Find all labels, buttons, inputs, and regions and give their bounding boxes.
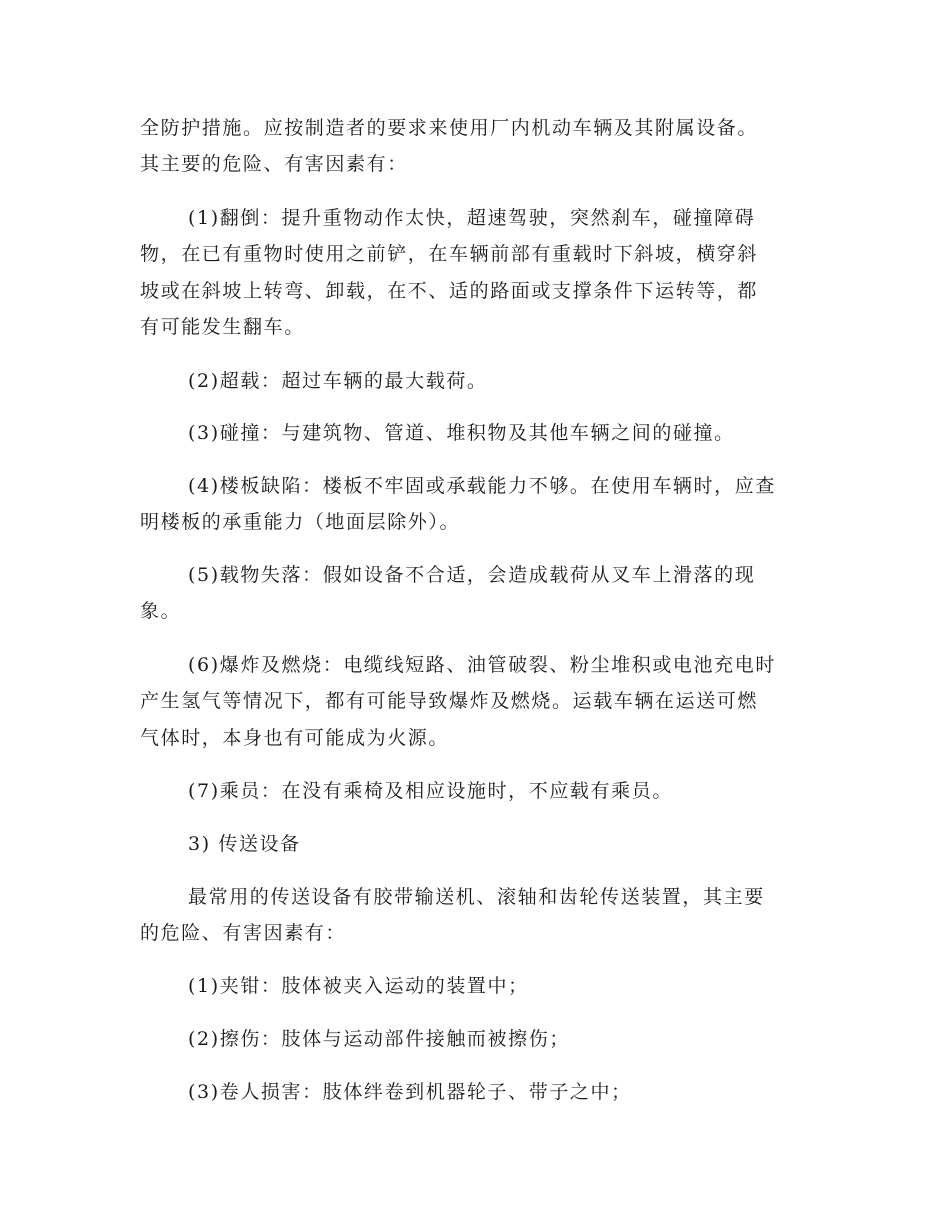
text-line: (1)夹钳：肢体被夹入运动的装置中；	[188, 975, 529, 997]
text-line: 物，在已有重物时使用之前铲，在车辆前部有重载时下斜坡，横穿斜	[140, 243, 759, 265]
text-line: 象。	[140, 600, 182, 622]
text-line: (5)载物失落：假如设备不合适，会造成载荷从叉车上滑落的现	[188, 564, 756, 586]
text-line: 最常用的传送设备有胶带输送机、滚轴和齿轮传送装置，其主要	[188, 886, 765, 908]
text-line: (3)碰撞：与建筑物、管道、堆积物及其他车辆之间的碰撞。	[188, 422, 735, 444]
section-heading: 3) 传送设备	[188, 833, 301, 855]
text-line: (1)翻倒：提升重物动作太快，超速驾驶，突然刹车，碰撞障碍	[188, 207, 756, 229]
text-line: (2)超载：超过车辆的最大载荷。	[188, 370, 488, 392]
text-line: 产生氢气等情况下，都有可能导致爆炸及燃烧。运载车辆在运送可燃	[140, 690, 759, 712]
text-line: (4)楼板缺陷：楼板不牢固或承载能力不够。在使用车辆时，应查	[188, 475, 776, 497]
text-line: 全防护措施。应按制造者的要求来使用厂内机动车辆及其附属设备。	[140, 117, 759, 139]
text-line: 有可能发生翻车。	[140, 316, 305, 338]
text-line: 气体时，本身也有可能成为火源。	[140, 727, 450, 749]
text-line: (3)卷人损害：肢体绊卷到机器轮子、带子之中；	[188, 1081, 632, 1103]
text-line: (6)爆炸及燃烧：电缆线短路、油管破裂、粉尘堆积或电池充电时	[188, 654, 776, 676]
text-line: 其主要的危险、有害因素有：	[140, 153, 408, 175]
text-line: (7)乘员：在没有乘椅及相应设施时，不应载有乘员。	[188, 780, 673, 802]
text-line: 坡或在斜坡上转弯、卸载，在不、适的路面或支撑条件下运转等，都	[140, 280, 759, 302]
text-line: 明楼板的承重能力（地面层除外）。	[140, 511, 461, 533]
text-line: 的危险、有害因素有：	[140, 922, 347, 944]
text-line: (2)擦伤：肢体与运动部件接触而被擦伤；	[188, 1028, 570, 1050]
